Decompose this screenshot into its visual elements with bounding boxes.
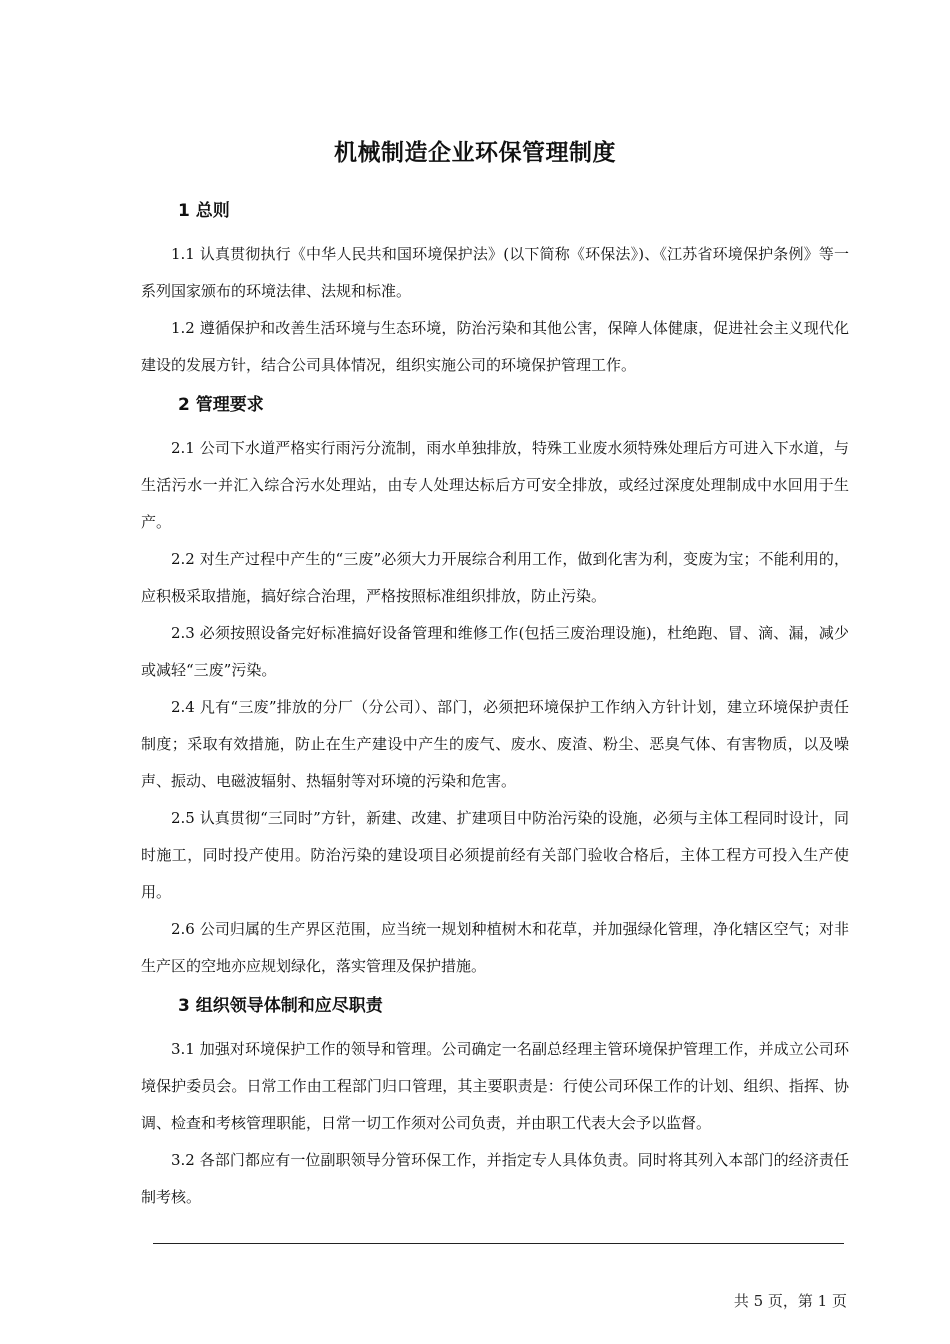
paragraph: 2.1 公司下水道严格实行雨污分流制，雨水单独排放，特殊工业废水须特殊处理后方可进入下水道，与生活污水一并汇入综合污水处理站，由专人处理达标后方可安全排放，或经过深度处理制成中水回用于生产。: [141, 439, 849, 531]
page-number: 共 5 页，第 1 页: [733, 1292, 847, 1310]
paragraph: 2.4 凡有“三废”排放的分厂（分公司）、部门，必须把环境保护工作纳入方针计划，建立环境保护责任制度；采取有效措施，防止在生产建设中产生的废气、废水、废渣、粉尘、恶臭气体、有害物质，以及噪声、振动、电磁波辐射、热辐射等对环境的污染和危害。: [141, 698, 849, 790]
section-general: [141, 196, 849, 384]
document-title: 机械制造企业环保管理制度: [334, 140, 616, 166]
paragraph: 1.2 遵循保护和改善生活环境与生态环境，防治污染和其他公害，保障人体健康，促进社会主义现代化建设的发展方针，结合公司具体情况，组织实施公司的环境保护管理工作。: [141, 319, 849, 374]
section-management-requirements: [141, 390, 849, 985]
paragraph: 2.2 对生产过程中产生的“三废”必须大力开展综合利用工作，做到化害为利，变废为宝；不能利用的，应积极采取措施，搞好综合治理，严格按照标准组织排放，防止污染。: [141, 550, 849, 605]
paragraph: 3.1 加强对环境保护工作的领导和管理。公司确定一名副总经理主管环境保护管理工作，并成立公司环境保护委员会。日常工作由工程部门归口管理，其主要职责是：行使公司环保工作的计划、组织、指挥、协调、检查和考核管理职能，日常一切工作须对公司负责，并由职工代表大会予以监督。: [141, 1040, 849, 1132]
paragraph: 3.2 各部门都应有一位副职领导分管环保工作，并指定专人具体负责。同时将其列入本部门的经济责任制考核。: [141, 1151, 849, 1206]
section-organization-duties: [141, 991, 849, 1216]
paragraph: 2.5 认真贯彻“三同时”方针，新建、改建、扩建项目中防治污染的设施，必须与主体工程同时设计，同时施工，同时投产使用。防治污染的建设项目必须提前经有关部门验收合格后，主体工程方可投入生产使用。: [141, 809, 849, 901]
section-heading: 1 总则: [178, 201, 230, 221]
footer-divider: [153, 1243, 844, 1244]
paragraph: 2.3 必须按照设备完好标准搞好设备管理和维修工作(包括三废治理设施)，杜绝跑、冒、滴、漏，减少或减轻“三废”污染。: [141, 624, 849, 679]
paragraph: 1.1 认真贯彻执行《中华人民共和国环境保护法》(以下简称《环保法》)、《江苏省环境保护条例》等一系列国家颁布的环境法律、法规和标准。: [141, 245, 849, 300]
section-heading: 2 管理要求: [178, 395, 264, 415]
paragraph: 2.6 公司归属的生产界区范围，应当统一规划种植树木和花草，并加强绿化管理，净化辖区空气；对非生产区的空地亦应规划绿化，落实管理及保护措施。: [141, 920, 849, 975]
section-heading: 3 组织领导体制和应尽职责: [178, 996, 383, 1016]
document-body: [141, 196, 849, 1216]
